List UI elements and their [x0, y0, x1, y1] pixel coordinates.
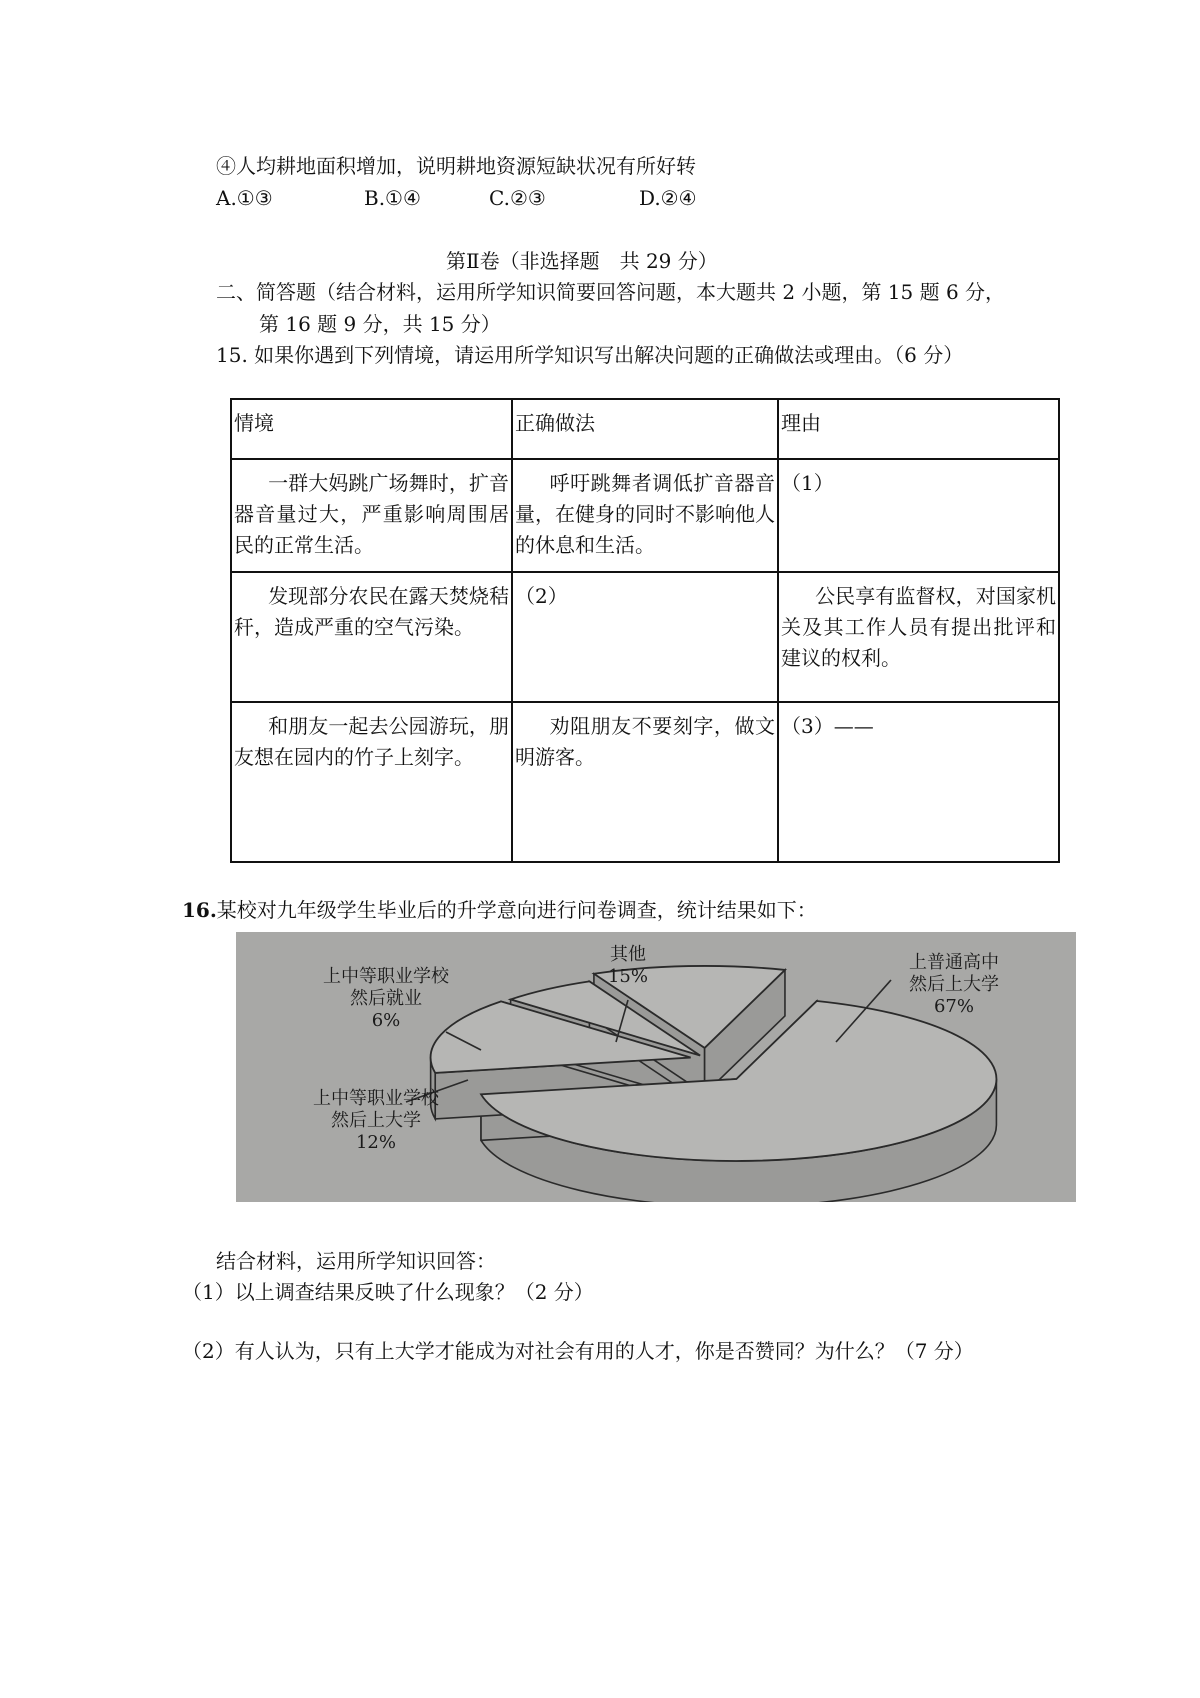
pie-chart-figure	[236, 932, 1076, 1202]
part-heading-line1: 二、简答题（结合材料，运用所学知识简要回答问题，本大题共 2 小题，第 15 题 6 分，	[216, 280, 1006, 304]
statement-4: ④人均耕地面积增加，说明耕地资源短缺状况有所好转	[216, 154, 696, 178]
table-row	[231, 459, 1059, 572]
table-row	[231, 702, 1059, 862]
row3-situation: 和朋友一起去公园游玩，朋友想在园内的竹子上刻字。	[231, 702, 512, 862]
option-a: A.①③	[216, 186, 273, 210]
pie-label-text: 然后就业	[350, 988, 422, 1009]
table-row	[231, 572, 1059, 702]
section-title: 第Ⅱ卷（非选择题 共 29 分）	[446, 249, 718, 273]
q16-stem: 某校对九年级学生毕业后的升学意向进行问卷调查，统计结果如下：	[216, 898, 817, 922]
q16-sub2: （2）有人认为，只有上大学才能成为对社会有用的人才，你是否赞同？为什么？（7 分）	[182, 1339, 974, 1363]
table-header-row	[231, 399, 1059, 459]
q16-stem-line	[182, 896, 817, 924]
pie-label-text: 其他	[610, 944, 646, 965]
part-heading-line2: 第 16 题 9 分，共 15 分）	[259, 312, 501, 336]
pie-label-percent: 67%	[933, 996, 975, 1017]
pie-label-percent: 15%	[607, 966, 649, 987]
row2-method: （2）	[512, 572, 778, 702]
pie-label-text: 上中等职业学校	[323, 966, 449, 987]
option-b: B.①④	[364, 186, 421, 210]
row1-situation: 一群大妈跳广场舞时，扩音器音量过大，严重影响周围居民的正常生活。	[231, 459, 512, 572]
option-c: C.②③	[489, 186, 546, 210]
row2-situation: 发现部分农民在露天焚烧秸秆，造成严重的空气污染。	[231, 572, 512, 702]
row3-reason: （3）——	[778, 702, 1059, 862]
header-method: 正确做法	[512, 399, 778, 459]
pie-label-text: 上普通高中	[909, 952, 999, 973]
q16-intro: 结合材料，运用所学知识回答：	[216, 1249, 496, 1273]
pie-label-text: 然后上大学	[331, 1110, 421, 1131]
option-d: D.②④	[639, 186, 697, 210]
row2-reason: 公民享有监督权，对国家机关及其工作人员有提出批评和建议的权利。	[778, 572, 1059, 702]
q16-sub1: （1）以上调查结果反映了什么现象？（2 分）	[182, 1280, 594, 1304]
pie-label-text: 然后上大学	[909, 974, 999, 995]
q16-number: 16.	[182, 898, 217, 922]
row1-method: 呼吁跳舞者调低扩音器音量，在健身的同时不影响他人的休息和生活。	[512, 459, 778, 572]
q15-table	[230, 398, 1060, 863]
pie-label-percent: 12%	[355, 1132, 397, 1153]
row1-reason: （1）	[778, 459, 1059, 572]
row3-method: 劝阻朋友不要刻字，做文明游客。	[512, 702, 778, 862]
header-situation: 情境	[231, 399, 512, 459]
pie-label-text: 上中等职业学校	[313, 1088, 439, 1109]
pie-label-percent: 6%	[371, 1010, 401, 1031]
header-reason: 理由	[778, 399, 1059, 459]
pie-chart	[236, 932, 1076, 1202]
q15-stem: 15. 如果你遇到下列情境，请运用所学知识写出解决问题的正确做法或理由。（6 分）	[216, 343, 964, 367]
answer-options	[216, 184, 816, 212]
